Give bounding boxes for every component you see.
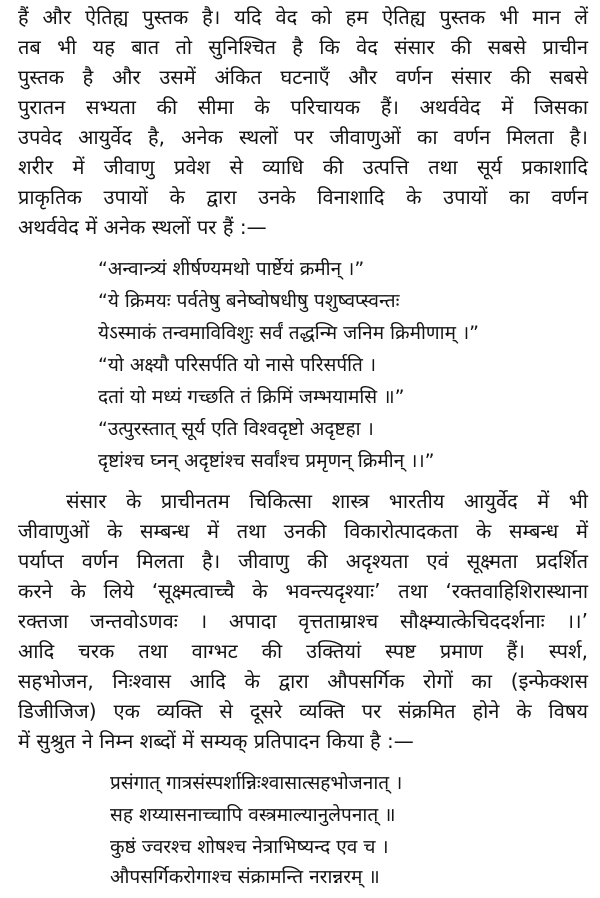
verse-line: दतां यो मध्यं गच्छति तं क्रिमिं जम्भयामसि ॥” [98,386,405,408]
text-line: आदि चरक तथा वाग्भट की उक्तियां स्पष्ट प्रमाण हैं। स्पर्श, [18,639,588,663]
text-line: संसार के प्राचीनतम चिकित्सा शास्त्र भारतीय आयुर्वेद में भी [66,489,588,513]
text-line: हैं और ऐतिह्य पुस्तक है। यदि वेद को हम ऐतिह्य पुस्तक भी मान लें [18,5,588,29]
verse-line: “उत्पुरस्तात् सूर्य एति विश्वदृष्टो अदृष्टहा । [98,418,374,440]
text-line: में सुश्रुत ने निम्न शब्दों में सम्यक् प्रतिपादन किया है :— [18,729,414,753]
verse-line: दृष्टांश्च घ्नन् अदृष्टांश्च सर्वांश्च प्रमृणन् क्रिमीन् ।।” [98,450,435,472]
text-line: रक्तजा जन्तवोऽणवः । अपादा वृत्तताम्राश्च सौक्ष्म्यात्केचिददर्शनाः ।।’ [18,609,588,633]
text-line: पुरातन सभ्यता की सीमा के परिचायक हैं। अथर्ववेद में जिसका [18,95,588,119]
text-line: पर्याप्त वर्णन मिलता है। जीवाणु की अदृश्यता एवं सूक्ष्मता प्रदर्शित [18,549,588,573]
verse-line: “ये क्रिमयः पर्वतेषु बनेष्वोषधीषु पशुष्वप्स्वन्तः [98,290,400,312]
text-line: सहभोजन, निःश्वास आदि के द्वारा औपसर्गिक रोगों का (इन्फेक्शस [18,669,588,693]
verse-line: प्रसंगात् गात्रसंस्पर्शान्निःश्वासात्सहभोजनात् । [110,772,403,794]
verse-line: सह शय्यासनाच्चापि वस्त्रमाल्यानुलेपनात् ॥ [110,804,396,826]
text-line: अथर्ववेद में अनेक स्थलों पर हैं :— [18,215,267,239]
text-line: उपवेद आयुर्वेद है, अनेक स्थलों पर जीवाणुओं का वर्णन मिलता है। [18,125,588,149]
verse-line: “यो अक्ष्यौ परिसर्पति यो नासे परिसर्पति । [98,354,377,376]
text-line: करने के लिये ‘सूक्ष्मत्वाच्चै के भवन्त्यदृश्याः’ तथा ‘रक्तवाहिशिरास्थाना [18,579,588,603]
text-line: प्राकृतिक उपायों के द्वारा उनके विनाशादि के उपायों का वर्णन [18,185,588,209]
text-line: डिजीजिज) एक व्यक्ति से दूसरे व्यक्ति पर संक्रमित होने के विषय [18,699,588,723]
text-line: जीवाणुओं के सम्बन्ध में तथा उनकी विकारोत्पादकता के सम्बन्ध में [18,519,588,543]
text-line: तब भी यह बात तो सुनिश्चित है कि वेद संसार की सबसे प्राचीन [18,35,588,59]
verse-line: “अन्वान्त्र्यं शीर्षण्यमथो पार्ष्टेयं क्रमीन् ।” [98,258,365,280]
verse-line: कुष्ठं ज्वरश्च शोषश्च नेत्राभिष्यन्द एव च । [110,836,389,858]
verse-line: औपसर्गिकरोगाश्च संक्रामन्ति नरान्नरम् ॥ [110,866,380,888]
text-line: शरीर में जीवाणु प्रवेश से व्याधि की उत्पत्ति तथा सूर्य प्रकाशादि [18,155,588,179]
text-line: पुस्तक है और उसमें अंकित घटनाएँ और वर्णन संसार की सबसे [18,65,588,89]
verse-line: येऽस्माकं तन्वमाविविशुः सर्वं तद्धन्मि जनिम क्रिमीणाम् ।” [98,322,480,344]
